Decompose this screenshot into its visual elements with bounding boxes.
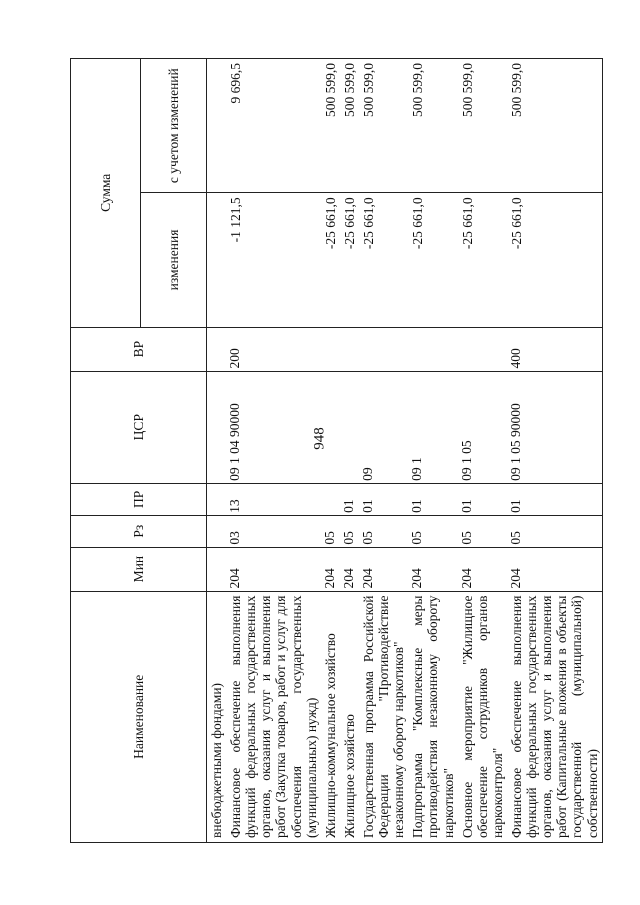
cell-csr: 09 1 [408,371,457,483]
cell-vr [340,327,359,371]
header-vr: ВР [71,327,207,371]
cell-csr [207,371,227,483]
cell-min: 204 [458,547,507,591]
cell-rz: 05 [458,515,507,547]
cell-vr: 200 [226,327,321,371]
cell-pr [321,483,340,515]
header-rz: Рз [71,515,207,547]
cell-pr: 01 [507,483,602,515]
cell-rz: 05 [321,515,340,547]
cell-csr: 09 1 05 90000 [507,371,602,483]
header-csr: ЦСР [71,371,207,483]
cell-izmeneniya: -1 121,5 [226,193,321,327]
cell-izmeneniya: -25 661,0 [408,193,457,327]
cell-name: внебюджетными фондами) [207,591,227,842]
cell-s-uchetom: 500 599,0 [321,59,340,193]
cell-min: 204 [340,547,359,591]
cell-csr [321,371,340,483]
cell-izmeneniya [207,193,227,327]
header-izmeneniya: изменения [141,193,207,327]
cell-name: Государственная программа Российской Федерации "Противодействие незаконному обороту наркотиков" [359,591,408,842]
cell-vr [408,327,457,371]
cell-name: Жилищное хозяйство [340,591,359,842]
page-number: 948 [311,427,328,450]
budget-table-container [70,58,600,843]
cell-min: 204 [507,547,602,591]
cell-name: Жилищно-коммунальное хозяйство [321,591,340,842]
rotated-page-content [70,58,600,843]
cell-csr: 09 1 05 [458,371,507,483]
cell-min: 204 [359,547,408,591]
table-row [408,59,457,843]
cell-vr [458,327,507,371]
cell-s-uchetom: 500 599,0 [359,59,408,193]
cell-pr: 01 [408,483,457,515]
cell-rz: 03 [226,515,321,547]
cell-min: 204 [321,547,340,591]
table-row [458,59,507,843]
cell-name: Финансовое обеспечение выполнения функций федеральных государственных органов, оказания услуг и выполнения работ (Закупка товаров, работ и услуг для обеспечения государственных (муниципальных) нужд) [226,591,321,842]
cell-s-uchetom: 500 599,0 [458,59,507,193]
cell-min [207,547,227,591]
cell-izmeneniya: -25 661,0 [359,193,408,327]
cell-csr [340,371,359,483]
cell-name: Подпрограмма "Комплексные меры противодействия незаконному обороту наркотиков" [408,591,457,842]
cell-rz: 05 [408,515,457,547]
header-name: Наименование [71,591,207,842]
cell-pr [207,483,227,515]
cell-csr: 09 1 04 90000 [226,371,321,483]
header-summa: Сумма [71,59,141,328]
header-pr: ПР [71,483,207,515]
cell-rz: 05 [359,515,408,547]
table-row [359,59,408,843]
cell-min: 204 [226,547,321,591]
budget-table [70,58,603,843]
cell-s-uchetom: 500 599,0 [340,59,359,193]
header-s-uchetom: с учетом изменений [141,59,207,193]
cell-pr: 01 [359,483,408,515]
cell-rz: 05 [340,515,359,547]
cell-s-uchetom: 500 599,0 [408,59,457,193]
cell-izmeneniya: -25 661,0 [321,193,340,327]
cell-izmeneniya: -25 661,0 [340,193,359,327]
cell-izmeneniya: -25 661,0 [507,193,602,327]
cell-pr: 01 [458,483,507,515]
cell-s-uchetom [207,59,227,193]
cell-vr: 400 [507,327,602,371]
cell-name: Основное мероприятие "Жилищное обеспечение сотрудников органов наркоконтроля" [458,591,507,842]
table-row [340,59,359,843]
cell-s-uchetom: 9 696,5 [226,59,321,193]
table-body [207,59,603,843]
table-row [507,59,602,843]
table-row [321,59,340,843]
cell-min: 204 [408,547,457,591]
cell-izmeneniya: -25 661,0 [458,193,507,327]
cell-rz [207,515,227,547]
cell-name: Финансовое обеспечение выполнения функций федеральных государственных органов, оказания услуг и выполнения работ (Капитальные вложения в объекты государственной (муниципальной) собственности) [507,591,602,842]
cell-s-uchetom: 500 599,0 [507,59,602,193]
cell-csr: 09 [359,371,408,483]
header-min: Мин [71,547,207,591]
cell-vr [207,327,227,371]
cell-pr: 01 [340,483,359,515]
cell-pr: 13 [226,483,321,515]
table-row [207,59,227,843]
table-row [226,59,321,843]
cell-vr [359,327,408,371]
cell-rz: 05 [507,515,602,547]
cell-vr [321,327,340,371]
